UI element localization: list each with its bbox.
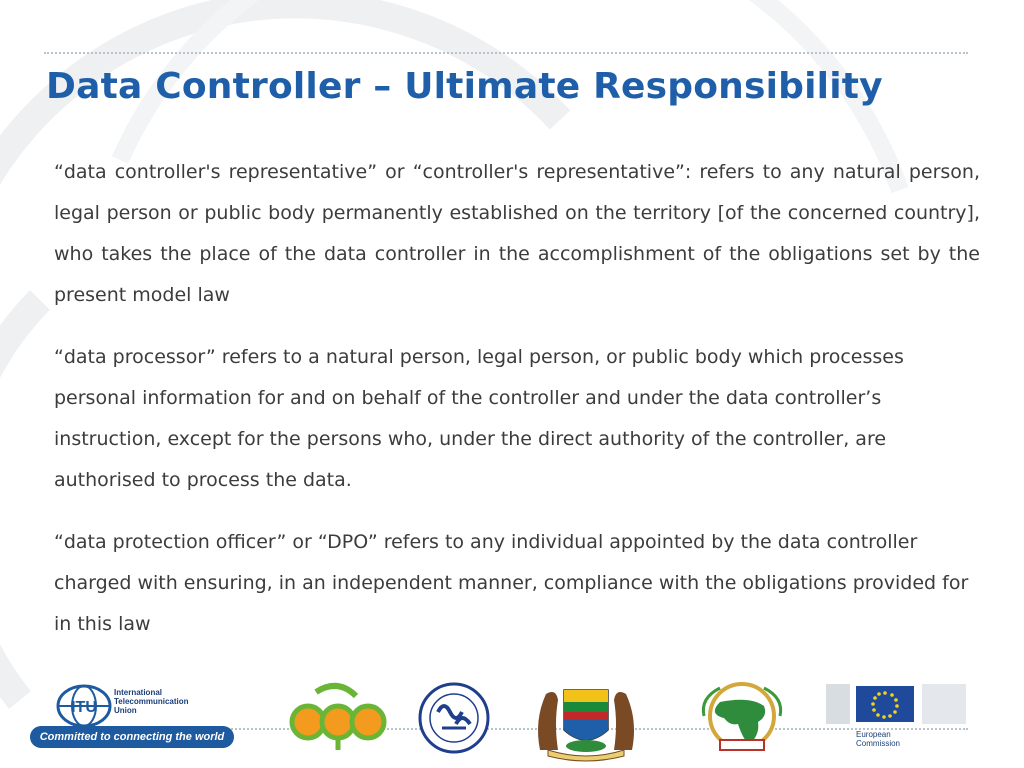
itu-logo [30,684,236,750]
definition-controller-representative: “data controller's representative” or “controller's representative”: refers to any natural person, legal person or public body permanently established on the territory [of the concerned country], who takes the place of the data controller in the accomplishment of the obligations set by the present model law [54,161,980,306]
itu-tagline-banner: Committed to connecting the world [30,726,234,748]
african-union-emblem [680,682,804,752]
itu-globe-icon [56,684,112,730]
itu-full-name: International Telecommunication Union [114,688,189,715]
aap-logo [286,682,390,752]
top-dotted-divider [44,52,968,54]
definition-data-protection-officer: “data protection officer” or “DPO” refers to any individual appointed by the data controller charged with ensuring, in an independent manner, compliance with the obligations provided for in this law [54,531,969,635]
eu-flag-icon [826,684,966,728]
itu-abbr: ITU [71,699,97,716]
ec-name: European Commission [856,730,901,748]
slide-title: Data Controller – Ultimate Responsibility [46,66,883,107]
tanzania-coat-of-arms [528,680,644,762]
european-commission-logo [826,684,966,754]
slide-body [54,152,980,666]
sadc-emblem [404,682,504,754]
definition-data-processor: “data processor” refers to a natural person, legal person, or public body which processes personal information for and on behalf of the controller and under the data controller’s instruction, except for the persons who, under the direct authority of the controller, are authorised to process the data. [54,346,904,491]
